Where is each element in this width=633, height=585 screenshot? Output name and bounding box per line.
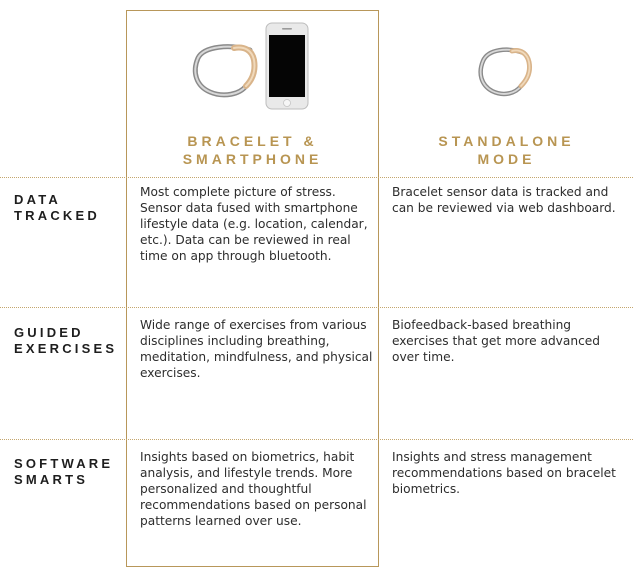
cell-software-smarts-bracelet-smartphone: Insights based on biometrics, habit analysis, and lifestyle trends. More personalized and thoughtful recommendations based on personal patterns learned over use.	[140, 450, 367, 528]
row-label-line: DATA	[14, 192, 61, 207]
cell-data-tracked-bracelet-smartphone: Most complete picture of stress. Sensor data fused with smartphone lifestyle data (e.g. location, calendar, etc.). Data can be reviewed in real time on app through bluetooth.	[140, 185, 368, 263]
cell-guided-exercises-bracelet-smartphone: Wide range of exercises from various disciplines including breathing, meditation, mindfulness, and physical exercises.	[140, 318, 373, 380]
cell-software-smarts-standalone: Insights and stress management recommendations based on bracelet biometrics.	[392, 450, 616, 496]
row-label-line: EXERCISES	[14, 341, 118, 356]
row-label-line: SOFTWARE	[14, 456, 114, 471]
column-header-line: BRACELET &	[187, 133, 318, 149]
row-label-line: SMARTS	[14, 472, 89, 487]
row-divider	[0, 439, 633, 440]
column-header-line: MODE	[477, 151, 536, 167]
row-label-software-smarts	[14, 456, 113, 488]
cell-data-tracked-standalone: Bracelet sensor data is tracked and can be reviewed via web dashboard.	[392, 185, 616, 215]
smartphone-image	[265, 22, 309, 110]
cell-guided-exercises-standalone: Biofeedback-based breathing exercises that get more advanced over time.	[392, 318, 601, 364]
row-label-guided-exercises	[14, 325, 117, 357]
row-divider	[0, 177, 633, 178]
column-header-line: SMARTPHONE	[182, 151, 323, 167]
bracelet-image	[476, 43, 534, 101]
row-label-data-tracked	[14, 192, 100, 224]
row-label-line: TRACKED	[14, 208, 100, 223]
column-header-standalone-mode	[380, 132, 633, 168]
column-header-bracelet-smartphone	[126, 132, 379, 168]
row-label-line: GUIDED	[14, 325, 84, 340]
column-header-line: STANDALONE	[438, 133, 575, 149]
row-divider	[0, 307, 633, 308]
bracelet-image	[190, 40, 262, 102]
